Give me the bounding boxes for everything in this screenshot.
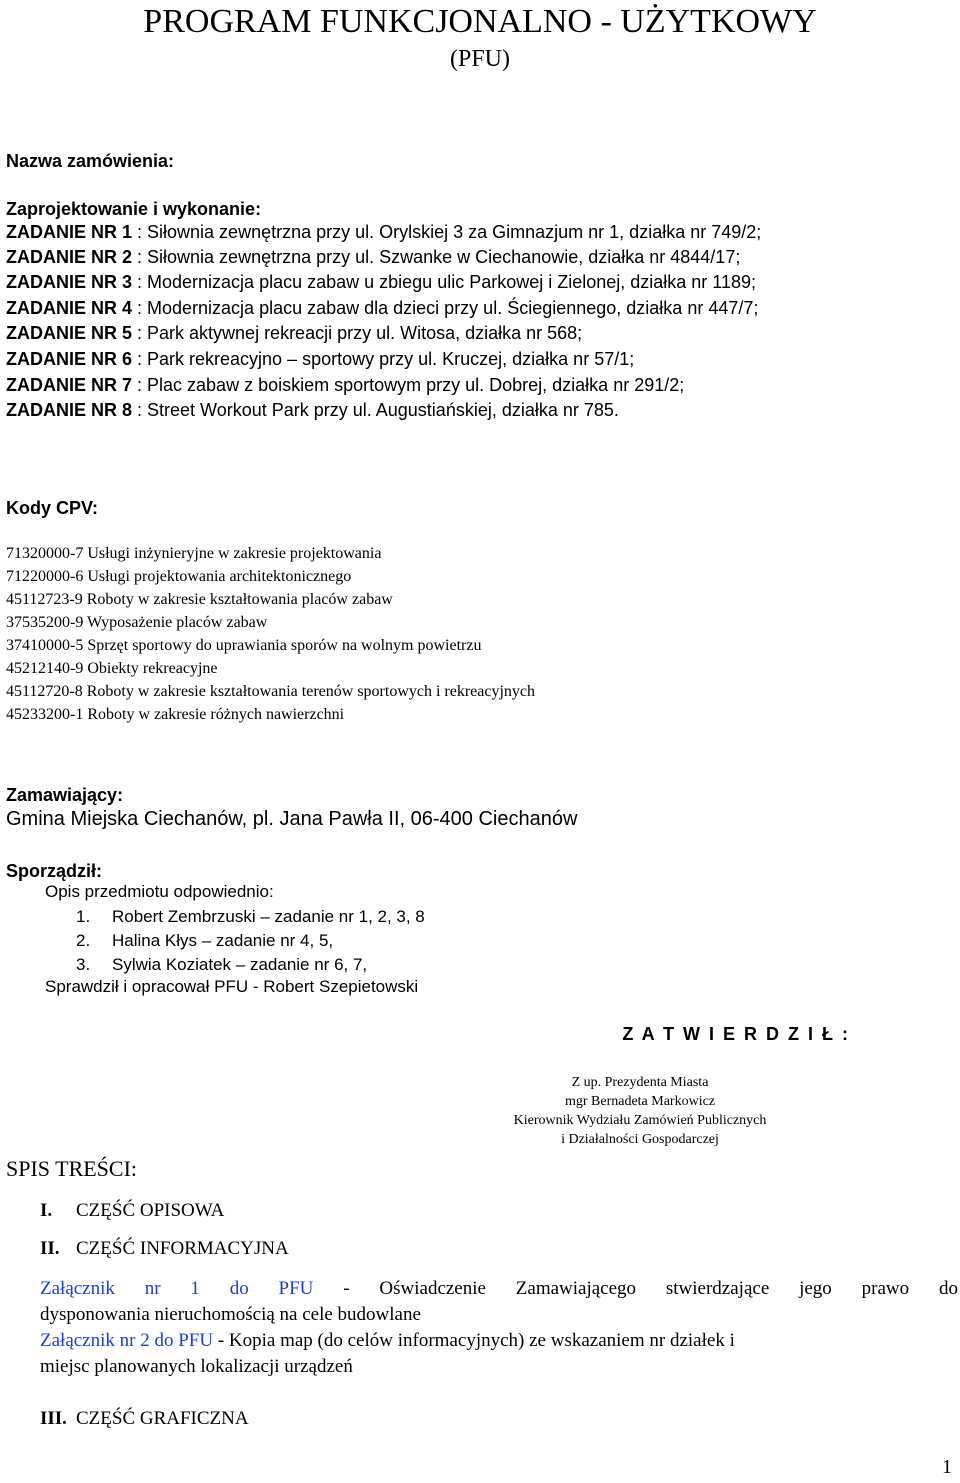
- toc-part-descriptive: [40, 1198, 224, 1224]
- cpv-code: 37410000-5 Sprzęt sportowy do uprawiania sporów na wolnym powietrzu: [6, 637, 482, 654]
- approval-line: mgr Bernadeta Markowicz: [564, 1094, 716, 1109]
- attachment-2-description: - Kopia map (do celów informacyjnych) ze wskazaniem nr działek i: [213, 1330, 735, 1351]
- cpv-label: Kody CPV:: [6, 498, 99, 518]
- toc-title: SPIS TREŚCI:: [6, 1156, 138, 1181]
- task-description: : Modernizacja placu zabaw u zbiegu ulic Parkowej i Zielonej, działka nr 1189;: [132, 272, 757, 292]
- toc-part-text: CZĘŚĆ INFORMACYJNA: [76, 1238, 289, 1259]
- approval-heading: Z A T W I E R D Z I Ł :: [622, 1024, 850, 1044]
- attachment-1-word: prawo: [861, 1278, 910, 1299]
- task-line: [6, 296, 758, 320]
- task-number: ZADANIE NR 4: [6, 298, 133, 318]
- task-line: [6, 373, 684, 397]
- attachment-1-continuation: dysponowania nieruchomością na cele budowlane: [40, 1304, 421, 1325]
- preparer-number: 1.: [76, 907, 91, 926]
- prepared-intro: Opis przedmiotu odpowiednio:: [45, 882, 274, 901]
- cpv-code: 45212140-9 Obiekty rekreacyjne: [6, 660, 218, 677]
- attachment-1-word: Oświadczenie: [379, 1278, 486, 1299]
- task-number: ZADANIE NR 1: [6, 222, 133, 242]
- cpv-code: 37535200-9 Wyposażenie placów zabaw: [6, 614, 268, 631]
- preparer-text: Sylwia Koziatek – zadanie nr 6, 7,: [112, 955, 368, 974]
- task-number: ZADANIE NR 8: [6, 400, 133, 420]
- attachment-1-link-word[interactable]: Załącznik: [40, 1278, 115, 1299]
- checked-by: Sprawdził i opracował PFU - Robert Szepietowski: [45, 977, 419, 996]
- page-number: 1: [942, 1456, 952, 1478]
- document-subtitle: (PFU): [449, 46, 510, 72]
- approval-line: Kierownik Wydziału Zamówień Publicznych: [513, 1113, 767, 1128]
- toc-part-text: CZĘŚĆ GRAFICZNA: [76, 1408, 249, 1429]
- approval-line: i Działalności Gospodarczej: [561, 1132, 719, 1147]
- toc-part-informative: [40, 1236, 289, 1262]
- attachment-1-word: Zamawiającego: [515, 1278, 637, 1299]
- cpv-code: 45112720-8 Roboty w zakresie kształtowania terenów sportowych i rekreacyjnych: [6, 683, 536, 700]
- task-description: : Modernizacja placu zabaw dla dzieci przy ul. Ściegiennego, działka nr 447/7;: [132, 298, 759, 318]
- attachment-1-word: do: [938, 1278, 958, 1299]
- attachment-1-link-word[interactable]: do: [229, 1278, 249, 1299]
- task-description: : Siłownia zewnętrzna przy ul. Szwanke w Ciechanowie, działka nr 4844/17;: [132, 247, 741, 267]
- task-number: ZADANIE NR 5: [6, 323, 133, 343]
- preparer-item: [76, 929, 333, 953]
- order-name-label: Nazwa zamówienia:: [6, 151, 175, 171]
- task-description: : Plac zabaw z boiskiem sportowym przy ul. Dobrej, działka nr 291/2;: [132, 375, 685, 395]
- task-line: [6, 245, 740, 269]
- order-intro-label: Zaprojektowanie i wykonanie:: [6, 199, 262, 219]
- client-label: Zamawiający:: [6, 785, 124, 805]
- preparer-number: 3.: [76, 955, 91, 974]
- attachment-1-word: -: [343, 1278, 350, 1299]
- task-number: ZADANIE NR 7: [6, 375, 133, 395]
- cpv-code: 71220000-6 Usługi projektowania architektonicznego: [6, 568, 352, 585]
- cpv-code: 45112723-9 Roboty w zakresie kształtowania placów zabaw: [6, 591, 393, 608]
- toc-part-number: III.: [40, 1408, 67, 1429]
- toc-part-number: I.: [40, 1200, 53, 1221]
- task-line: [6, 398, 619, 422]
- prepared-by-label: Sporządził:: [6, 861, 103, 881]
- cpv-code: 45233200-1 Roboty w zakresie różnych nawierzchni: [6, 706, 345, 723]
- task-number: ZADANIE NR 3: [6, 272, 133, 292]
- attachment-2-link[interactable]: Załącznik nr 2 do PFU: [40, 1330, 214, 1351]
- task-line: [6, 347, 634, 371]
- toc-part-graphic: [40, 1406, 249, 1432]
- client-value: Gmina Miejska Ciechanów, pl. Jana Pawła II, 06-400 Ciechanów: [6, 808, 578, 830]
- task-description: : Park rekreacyjno – sportowy przy ul. Kruczej, działka nr 57/1;: [132, 349, 635, 369]
- preparer-text: Halina Kłys – zadanie nr 4, 5,: [112, 931, 334, 950]
- attachment-1-link-word[interactable]: nr: [144, 1278, 161, 1299]
- task-number: ZADANIE NR 2: [6, 247, 133, 267]
- attachment-2-line: [40, 1328, 735, 1354]
- attachment-1-word: stwierdzające: [665, 1278, 770, 1299]
- attachment-1-word: jego: [799, 1278, 832, 1299]
- attachment-1-line: [40, 1276, 958, 1302]
- task-line: [6, 270, 756, 294]
- attachment-2-continuation: miejsc planowanych lokalizacji urządzeń: [40, 1356, 353, 1377]
- preparer-number: 2.: [76, 931, 91, 950]
- attachment-1-link-word[interactable]: 1: [190, 1278, 200, 1299]
- task-line: [6, 220, 761, 244]
- cpv-code: 71320000-7 Usługi inżynieryjne w zakresie projektowania: [6, 545, 382, 562]
- task-line: [6, 321, 582, 345]
- task-description: : Siłownia zewnętrzna przy ul. Orylskiej 3 za Gimnazjum nr 1, działka nr 749/2;: [132, 222, 762, 242]
- preparer-item: [76, 905, 425, 929]
- approval-line: Z up. Prezydenta Miasta: [571, 1075, 709, 1090]
- document-title: PROGRAM FUNKCJONALNO - UŻYTKOWY: [143, 3, 817, 40]
- preparer-text: Robert Zembrzuski – zadanie nr 1, 2, 3, 8: [112, 907, 425, 926]
- toc-part-number: II.: [40, 1238, 60, 1259]
- preparer-item: [76, 953, 367, 977]
- task-number: ZADANIE NR 6: [6, 349, 133, 369]
- task-description: : Park aktywnej rekreacji przy ul. Witosa, działka nr 568;: [132, 323, 583, 343]
- toc-part-text: CZĘŚĆ OPISOWA: [76, 1200, 225, 1221]
- attachment-1-link-word[interactable]: PFU: [278, 1278, 314, 1299]
- task-description: : Street Workout Park przy ul. Augustiańskiej, działka nr 785.: [132, 400, 619, 420]
